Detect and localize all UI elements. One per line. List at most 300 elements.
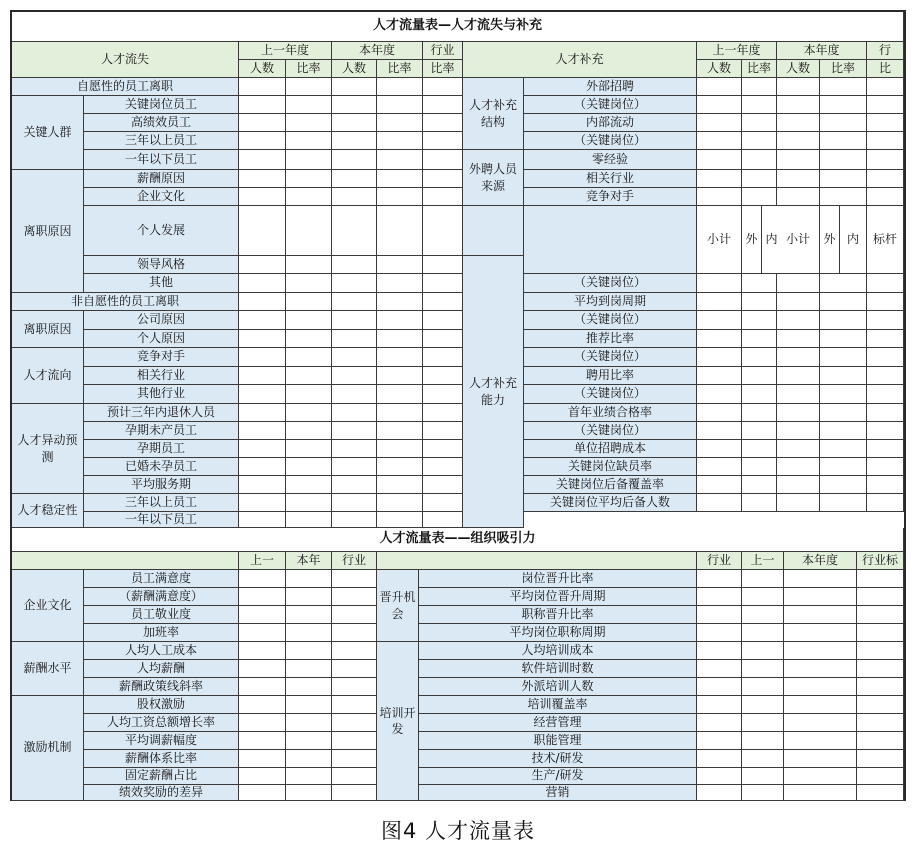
- benchmark-label: 标杆: [867, 206, 904, 274]
- data-cell: [867, 188, 904, 206]
- attraction-row-label: 人均人工成本: [84, 642, 239, 660]
- data-cell: [697, 170, 742, 188]
- loss-row-label: 竞争对手: [84, 348, 239, 367]
- data-cell: [423, 512, 463, 528]
- supply-row-label: （关键岗位）: [524, 348, 697, 367]
- data-cell: [377, 404, 423, 422]
- attraction-row-label: 人均工资总额增长率: [84, 714, 239, 732]
- data-cell: [777, 150, 820, 170]
- group-label: 人才稳定性: [12, 494, 84, 528]
- data-cell: [777, 476, 820, 494]
- loss-row-label: 平均服务期: [84, 476, 239, 494]
- data-cell: [697, 78, 742, 96]
- data-cell: [423, 385, 463, 404]
- data-cell: [867, 132, 904, 150]
- group-label: 离职原因: [12, 170, 84, 293]
- data-cell: [820, 132, 867, 150]
- data-cell: [423, 132, 463, 150]
- data-cell: [784, 606, 857, 624]
- data-cell: [867, 494, 904, 512]
- data-cell: [377, 367, 423, 385]
- data-cell: [423, 274, 463, 293]
- data-cell: [332, 206, 377, 256]
- data-cell: [377, 170, 423, 188]
- data-cell: [423, 440, 463, 458]
- data-cell: [742, 96, 777, 114]
- data-cell: [286, 678, 332, 696]
- data-cell: [239, 606, 286, 624]
- group-label: 人才异动预测: [12, 404, 84, 494]
- data-cell: [332, 768, 377, 785]
- data-cell: [777, 458, 820, 476]
- data-cell: [239, 96, 286, 114]
- data-cell: [857, 732, 904, 750]
- data-cell: [423, 348, 463, 367]
- data-cell: [742, 458, 777, 476]
- data-cell: [286, 348, 332, 367]
- data-cell: [697, 404, 742, 422]
- data-cell: [857, 606, 904, 624]
- data-cell: [286, 188, 332, 206]
- data-cell: [423, 206, 463, 256]
- data-cell: [857, 588, 904, 606]
- data-cell: [286, 660, 332, 678]
- data-cell: [777, 96, 820, 114]
- data-cell: [239, 78, 286, 96]
- data-cell: [377, 188, 423, 206]
- data-cell: [784, 624, 857, 642]
- data-cell: [286, 512, 332, 528]
- data-cell: [286, 606, 332, 624]
- data-cell: [784, 642, 857, 660]
- this-year-header: 本年度: [784, 552, 857, 570]
- data-cell: [857, 714, 904, 732]
- data-cell: [742, 750, 784, 768]
- data-cell: [423, 458, 463, 476]
- data-cell: [286, 78, 332, 96]
- data-cell: [742, 768, 784, 785]
- loss-row-label: 孕期未产员工: [84, 422, 239, 440]
- group-label: 离职原因: [12, 311, 84, 348]
- data-cell: [423, 476, 463, 494]
- data-cell: [377, 150, 423, 170]
- data-cell: [742, 785, 784, 801]
- attraction-row-label: 员工敬业度: [84, 606, 239, 624]
- data-cell: [332, 588, 377, 606]
- data-cell: [286, 440, 332, 458]
- data-cell: [377, 274, 423, 293]
- supply-header: 人才补充: [463, 42, 697, 78]
- data-cell: [239, 311, 286, 330]
- attraction-row-label: 软件培训时数: [419, 660, 697, 678]
- data-cell: [377, 206, 423, 256]
- data-cell: [332, 256, 377, 274]
- data-cell: [377, 311, 423, 330]
- prev-year-header: 上一年度: [697, 42, 777, 60]
- loss-row-label: 个人发展: [84, 206, 239, 256]
- data-cell: [423, 367, 463, 385]
- data-cell: [239, 330, 286, 348]
- attraction-row-label: 员工满意度: [84, 570, 239, 588]
- data-cell: [332, 660, 377, 678]
- data-cell: [777, 274, 820, 293]
- data-cell: [423, 404, 463, 422]
- supply-row-label: 外部招聘: [524, 78, 697, 96]
- data-cell: [820, 385, 867, 404]
- data-cell: [742, 404, 777, 422]
- data-cell: [820, 293, 867, 311]
- data-cell: [742, 150, 777, 170]
- data-cell: [377, 132, 423, 150]
- data-cell: [377, 422, 423, 440]
- data-cell: [742, 714, 784, 732]
- supply-row-label: 单位招聘成本: [524, 440, 697, 458]
- group-label: 人才补充结构: [463, 78, 524, 150]
- data-cell: [697, 660, 742, 678]
- data-cell: [239, 642, 286, 660]
- inner-label: 内: [762, 206, 782, 274]
- data-cell: [286, 570, 332, 588]
- data-cell: [857, 696, 904, 714]
- loss-row-label: 自愿性的员工离职: [12, 78, 239, 96]
- data-cell: [697, 458, 742, 476]
- data-cell: [742, 132, 777, 150]
- data-cell: [777, 132, 820, 150]
- data-cell: [239, 440, 286, 458]
- data-cell: [332, 293, 377, 311]
- data-cell: [239, 678, 286, 696]
- talent-flow-table: [10, 10, 906, 801]
- supply-row-label: 首年业绩合格率: [524, 404, 697, 422]
- data-cell: [423, 293, 463, 311]
- data-cell: [867, 385, 904, 404]
- subheader: 比: [867, 60, 904, 78]
- data-cell: [239, 367, 286, 385]
- data-cell: [697, 606, 742, 624]
- data-cell: [857, 678, 904, 696]
- supply-row-label: （关键岗位）: [524, 311, 697, 330]
- industry-header: 行: [867, 42, 904, 60]
- loss-row-label: 领导风格: [84, 256, 239, 274]
- data-cell: [423, 78, 463, 96]
- data-cell: [286, 96, 332, 114]
- data-cell: [742, 606, 784, 624]
- data-cell: [867, 440, 904, 458]
- data-cell: [697, 476, 742, 494]
- loss-row-label: 已婚未孕员工: [84, 458, 239, 476]
- subheader: 比率: [742, 60, 777, 78]
- data-cell: [820, 78, 867, 96]
- data-cell: [742, 494, 777, 512]
- data-cell: [777, 367, 820, 385]
- data-cell: [377, 458, 423, 476]
- data-cell: [286, 170, 332, 188]
- data-cell: [239, 624, 286, 642]
- attraction-row-label: 职称晋升比率: [419, 606, 697, 624]
- data-cell: [239, 114, 286, 132]
- loss-row-label: 非自愿性的员工离职: [12, 293, 239, 311]
- data-cell: [742, 588, 784, 606]
- data-cell: [820, 114, 867, 132]
- data-cell: [239, 696, 286, 714]
- attraction-row-label: 职能管理: [419, 732, 697, 750]
- data-cell: [820, 367, 867, 385]
- data-cell: [697, 570, 742, 588]
- data-cell: [286, 311, 332, 330]
- attraction-row-label: 岗位晋升比率: [419, 570, 697, 588]
- data-cell: [742, 732, 784, 750]
- data-cell: [286, 624, 332, 642]
- data-cell: [286, 732, 332, 750]
- subheader: 人数: [697, 60, 742, 78]
- data-cell: [820, 188, 867, 206]
- prev-year-header: 上一年度: [239, 42, 332, 60]
- figure-caption: 图4 人才流量表: [380, 819, 536, 843]
- data-cell: [286, 768, 332, 785]
- loss-row-label: 三年以上员工: [84, 132, 239, 150]
- data-cell: [239, 404, 286, 422]
- data-cell: [286, 642, 332, 660]
- data-cell: [377, 494, 423, 512]
- data-cell: [857, 570, 904, 588]
- data-cell: [742, 642, 784, 660]
- benchmark-header: 行业标: [857, 552, 904, 570]
- data-cell: [697, 367, 742, 385]
- data-cell: [697, 150, 742, 170]
- attraction-row-label: 平均岗位职称周期: [419, 624, 697, 642]
- data-cell: [286, 476, 332, 494]
- data-cell: [867, 422, 904, 440]
- subheader: 人数: [332, 60, 377, 78]
- prev-header: 上一: [239, 552, 286, 570]
- loss-row-label: 公司原因: [84, 311, 239, 330]
- data-cell: [820, 348, 867, 367]
- data-cell: [777, 440, 820, 458]
- group-blank: [463, 206, 524, 256]
- loss-row-label: 一年以下员工: [84, 512, 239, 528]
- supply-row-label: 推荐比率: [524, 330, 697, 348]
- outer-label: 外: [820, 206, 840, 274]
- data-cell: [377, 440, 423, 458]
- data-cell: [742, 170, 777, 188]
- attraction-header-blank: [377, 552, 697, 570]
- group-label: 企业文化: [12, 570, 84, 642]
- attraction-row-label: 人均薪酬: [84, 660, 239, 678]
- data-cell: [784, 785, 857, 801]
- data-cell: [820, 476, 867, 494]
- data-cell: [423, 422, 463, 440]
- loss-row-label: 其他行业: [84, 385, 239, 404]
- data-cell: [332, 422, 377, 440]
- data-cell: [239, 476, 286, 494]
- data-cell: [697, 385, 742, 404]
- data-cell: [239, 512, 286, 528]
- data-cell: [867, 458, 904, 476]
- data-cell: [332, 440, 377, 458]
- data-cell: [820, 330, 867, 348]
- data-cell: [867, 78, 904, 96]
- attraction-row-label: 绩效奖励的差异: [84, 785, 239, 801]
- data-cell: [867, 311, 904, 330]
- supply-row-label: 零经验: [524, 150, 697, 170]
- data-cell: [857, 750, 904, 768]
- data-cell: [286, 458, 332, 476]
- subheader: 比率: [377, 60, 423, 78]
- data-cell: [286, 714, 332, 732]
- data-cell: [742, 696, 784, 714]
- data-cell: [377, 293, 423, 311]
- attraction-row-label: 薪酬体系比率: [84, 750, 239, 768]
- data-cell: [784, 750, 857, 768]
- data-cell: [742, 367, 777, 385]
- data-cell: [332, 274, 377, 293]
- data-cell: [332, 170, 377, 188]
- data-cell: [697, 440, 742, 458]
- data-cell: [239, 494, 286, 512]
- data-cell: [742, 385, 777, 404]
- data-cell: [286, 330, 332, 348]
- data-cell: [867, 476, 904, 494]
- data-cell: [239, 293, 286, 311]
- supply-row-label: （关键岗位）: [524, 274, 697, 293]
- data-cell: [239, 385, 286, 404]
- data-cell: [697, 188, 742, 206]
- data-cell: [742, 570, 784, 588]
- loss-row-label: 相关行业: [84, 367, 239, 385]
- data-cell: [239, 588, 286, 606]
- data-cell: [286, 150, 332, 170]
- data-cell: [286, 785, 332, 801]
- data-cell: [332, 188, 377, 206]
- data-cell: [697, 696, 742, 714]
- data-cell: [697, 96, 742, 114]
- attraction-row-label: 平均调薪幅度: [84, 732, 239, 750]
- subheader: 比率: [286, 60, 332, 78]
- data-cell: [239, 188, 286, 206]
- data-cell: [784, 768, 857, 785]
- inner-label: 内: [840, 206, 867, 274]
- data-cell: [239, 714, 286, 732]
- attraction-row-label: 经营管理: [419, 714, 697, 732]
- data-cell: [784, 570, 857, 588]
- data-cell: [784, 714, 857, 732]
- subtotal-label: 小计: [777, 206, 820, 274]
- group-label: 激励机制: [12, 696, 84, 801]
- data-cell: [423, 114, 463, 132]
- data-cell: [423, 330, 463, 348]
- data-cell: [423, 188, 463, 206]
- subheader: 比率: [820, 60, 867, 78]
- data-cell: [286, 256, 332, 274]
- data-cell: [332, 624, 377, 642]
- data-cell: [239, 732, 286, 750]
- data-cell: [857, 785, 904, 801]
- group-label: 晋升机会: [377, 570, 419, 642]
- data-cell: [697, 293, 742, 311]
- prev-header: 上一: [742, 552, 784, 570]
- data-cell: [423, 311, 463, 330]
- group-label: 外聘人员来源: [463, 150, 524, 206]
- attraction-row-label: （薪酬满意度）: [84, 588, 239, 606]
- data-cell: [239, 256, 286, 274]
- data-cell: [423, 256, 463, 274]
- data-cell: [777, 494, 820, 512]
- data-cell: [286, 114, 332, 132]
- data-cell: [239, 768, 286, 785]
- attraction-row-label: 生产/研发: [419, 768, 697, 785]
- data-cell: [377, 96, 423, 114]
- group-label: 薪酬水平: [12, 642, 84, 696]
- supply-row-label: （关键岗位）: [524, 132, 697, 150]
- data-cell: [332, 132, 377, 150]
- data-cell: [867, 367, 904, 385]
- data-cell: [820, 170, 867, 188]
- data-cell: [239, 150, 286, 170]
- data-cell: [697, 642, 742, 660]
- data-cell: [377, 385, 423, 404]
- data-cell: [697, 330, 742, 348]
- group-label: 人才补充能力: [463, 256, 524, 528]
- data-cell: [239, 458, 286, 476]
- attraction-row-label: 固定薪酬占比: [84, 768, 239, 785]
- data-cell: [332, 714, 377, 732]
- supply-row-label: 竞争对手: [524, 188, 697, 206]
- data-cell: [820, 440, 867, 458]
- table-title: 人才流量表—人才流失与补充: [12, 12, 904, 42]
- data-cell: [820, 422, 867, 440]
- data-cell: [239, 170, 286, 188]
- data-cell: [377, 476, 423, 494]
- data-cell: [332, 494, 377, 512]
- loss-row-label: 薪酬原因: [84, 170, 239, 188]
- attraction-title: 人才流量表——组织吸引力: [12, 528, 904, 552]
- attraction-row-label: 营销: [419, 785, 697, 801]
- industry-header: 行业: [423, 42, 463, 60]
- outer-label: 外: [742, 206, 762, 274]
- data-cell: [777, 422, 820, 440]
- data-cell: [239, 348, 286, 367]
- loss-row-label: 三年以上员工: [84, 494, 239, 512]
- data-cell: [784, 678, 857, 696]
- data-cell: [286, 750, 332, 768]
- loss-row-label: 企业文化: [84, 188, 239, 206]
- data-cell: [777, 114, 820, 132]
- data-cell: [820, 404, 867, 422]
- supply-row-label: 聘用比率: [524, 367, 697, 385]
- data-cell: [820, 494, 867, 512]
- data-cell: [239, 206, 286, 256]
- data-cell: [332, 606, 377, 624]
- data-cell: [239, 422, 286, 440]
- data-cell: [377, 78, 423, 96]
- data-cell: [820, 96, 867, 114]
- data-cell: [697, 132, 742, 150]
- data-cell: [239, 132, 286, 150]
- data-cell: [867, 150, 904, 170]
- data-cell: [239, 750, 286, 768]
- group-blank: [524, 206, 697, 274]
- loss-row-label: 关键岗位员工: [84, 96, 239, 114]
- data-cell: [784, 588, 857, 606]
- data-cell: [777, 330, 820, 348]
- data-cell: [742, 293, 777, 311]
- supply-row-label: （关键岗位）: [524, 422, 697, 440]
- this-year-header: 本年度: [777, 42, 867, 60]
- data-cell: [423, 170, 463, 188]
- data-cell: [857, 642, 904, 660]
- loss-header: 人才流失: [12, 42, 239, 78]
- data-cell: [784, 696, 857, 714]
